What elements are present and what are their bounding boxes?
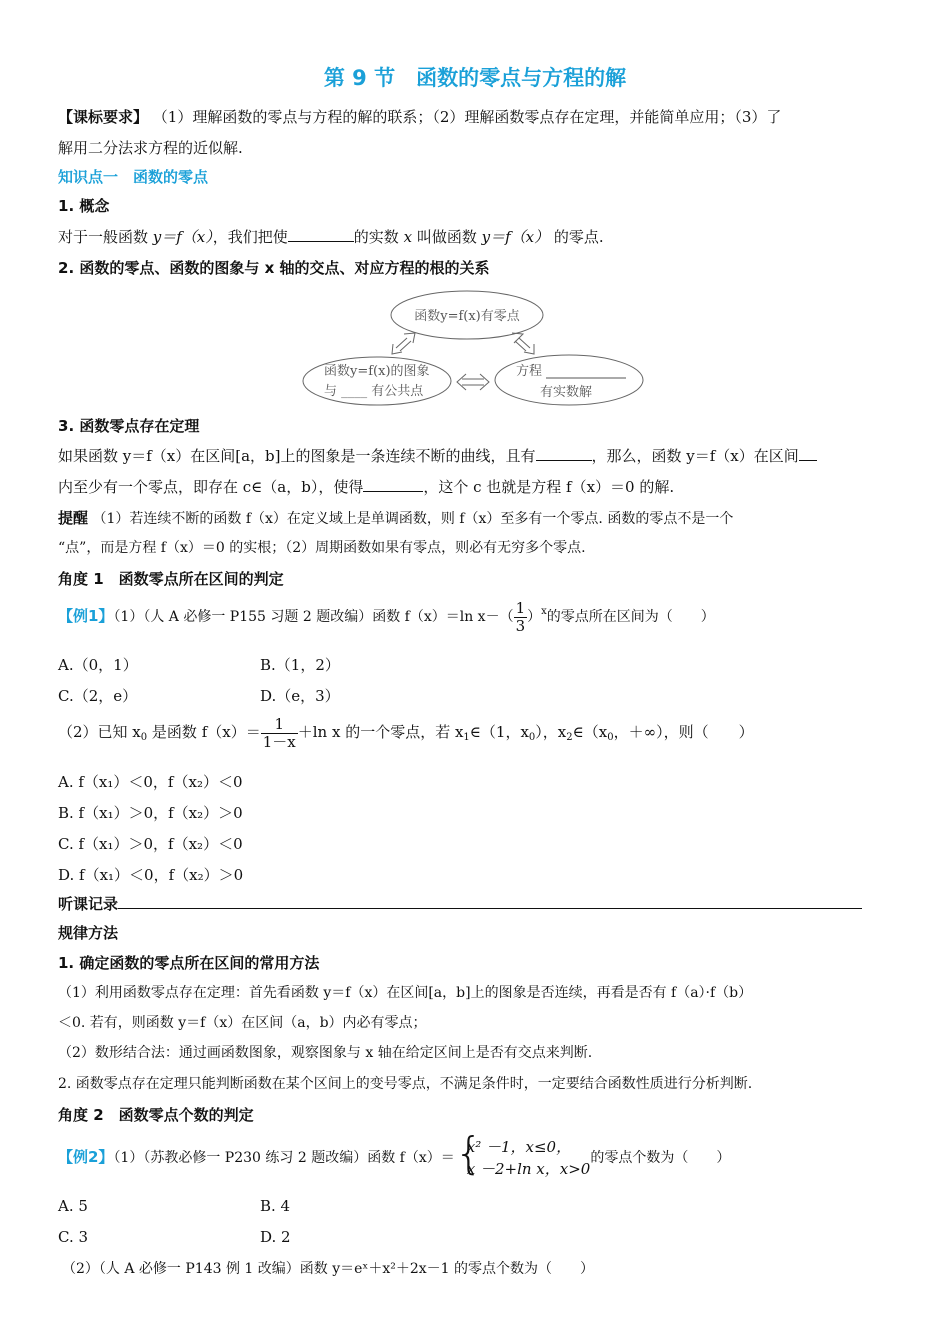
diagram-left-text-1: 函数y=f(x)的图象 (324, 364, 430, 379)
concept-part: ，我们把使 (212, 228, 288, 246)
diagram-left-text-2: 与 ____ 有公共点 (324, 384, 424, 399)
q2-text: ∈（1，x (469, 723, 529, 741)
method-p1a: （1）利用函数零点存在定理：首先看函数 y＝f（x）在区间[a，b]上的图象是否连续，再看是否有 f（a）·f（b） (58, 985, 753, 1001)
method-p2: （2）数形结合法：通过画函数图象，观察图象与 x 轴在给定区间上是否有交点来判断. (58, 1045, 593, 1061)
example-2-question-1 (58, 1128, 731, 1180)
fraction-denominator: 1－x (262, 732, 296, 751)
fill-blank (536, 446, 592, 461)
requirements-text-2: 解用二分法求方程的近似解. (58, 139, 243, 157)
theorem-text: 如果函数 y＝f（x）在区间[a，b]上的图象是一条连续不断的曲线，且有 (58, 447, 536, 465)
option-ex2-d[interactable]: D. 2 (260, 1228, 291, 1246)
example-1-text: 的零点所在区间为（ ） (546, 609, 715, 625)
brace-symbol: { (454, 1128, 483, 1179)
example-2-text: 的零点个数为（ ） (590, 1150, 731, 1166)
section-3-title: . 函数零点存在定理 (68, 417, 200, 435)
fraction-numerator: 1 (515, 599, 526, 617)
q2-text: ，＋∞），则（ ） (613, 723, 754, 741)
diagram-right-text-2: 有实数解 (540, 385, 593, 400)
option-b[interactable]: B.（1，2） (260, 656, 340, 674)
tip-label: 提醒 (58, 509, 89, 527)
option-c[interactable]: C.（2，e） (58, 687, 138, 705)
example-2-text: （1）（苏教必修一 P230 练习 2 题改编）函数 f（x）＝ (113, 1150, 455, 1166)
concept-part: 的实数 (353, 228, 404, 246)
notes-label: 听课记录 (58, 895, 119, 913)
option-d[interactable]: D.（e，3） (260, 687, 340, 705)
notes-line[interactable] (118, 908, 862, 909)
section-3-number: 3 (58, 417, 69, 435)
example-2-question-2: （2）（人 A 必修一 P143 例 1 改编）函数 y＝eˣ＋x²＋2x－1 的零点个数为（ ） (62, 1261, 595, 1277)
knowledge-point-1-heading: 知识点一 函数的零点 (58, 168, 209, 186)
option-2c[interactable]: C. f（x₁）＞0，f（x₂）＜0 (58, 835, 243, 853)
double-arrow-right-top (512, 333, 534, 354)
option-a[interactable]: A.（0，1） (58, 656, 138, 674)
method-p1b: ＜0. 若有，则函数 y＝f（x）在区间（a，b）内必有零点； (58, 1015, 427, 1031)
subscript: 0 (607, 732, 614, 743)
concept-part: 的零点. (549, 228, 604, 246)
option-2d[interactable]: D. f（x₁）＜0，f（x₂）＞0 (58, 866, 244, 884)
fraction-one-third (514, 600, 528, 634)
option-2b[interactable]: B. f（x₁）＞0，f（x₂）＞0 (58, 804, 243, 822)
subscript: 2 (566, 732, 573, 743)
page-title: 第 9 节 函数的零点与方程的解 (323, 66, 627, 90)
fill-blank (799, 446, 817, 461)
piecewise-row-2: x －2+ln x，x>0 (466, 1160, 591, 1178)
option-ex2-c[interactable]: C. 3 (58, 1228, 89, 1246)
example-1-text: （1）（人 A 必修一 P155 习题 2 题改编）函数 f（x）＝ln x－（ (113, 609, 514, 625)
requirements-label: 【课标要求】 (58, 108, 149, 126)
theorem-text: 内至少有一个零点，即存在 c∈（a，b），使得 (58, 478, 364, 496)
requirements-line-1 (58, 106, 781, 127)
theorem-line-1 (58, 445, 817, 466)
option-ex2-b[interactable]: B. 4 (260, 1197, 291, 1215)
q2-text: ＋ln x 的一个零点，若 x (297, 723, 464, 741)
fraction-numerator: 1 (261, 716, 298, 734)
fill-blank (288, 227, 354, 242)
tip-line-1 (58, 507, 733, 528)
q2-text: ∈（x (572, 723, 608, 741)
section-2-number: 2 (58, 259, 69, 277)
piecewise-row-1: x² －1，x≤0， (466, 1138, 572, 1156)
q2-text: 是函数 f（x）＝ (147, 723, 261, 741)
subscript: 1 (463, 732, 470, 743)
exponent: x (541, 606, 547, 617)
tip-text: （1）若连续不断的函数 f（x）在定义域上是单调函数，则 f（x）至多有一个零点. 函数的零点不是一个 (92, 511, 734, 527)
tip-line-2: “点”，而是方程 f（x）＝0 的实根；（2）周期函数如果有零点，则必有无穷多个零点. (58, 540, 586, 556)
section-1-number: 1 (58, 197, 69, 215)
example-1-question-2 (58, 716, 754, 750)
method-p3: 2. 函数零点存在定理只能判断函数在某个区间上的变号零点，不满足条件时，一定要结合函数性质进行分析判断. (58, 1076, 753, 1092)
angle-1-heading: 角度 1 函数零点所在区间的判定 (58, 570, 284, 588)
section-1-heading (58, 195, 109, 216)
subscript: 0 (140, 732, 148, 743)
concept-part: 对于一般函数 (58, 228, 153, 246)
concept-part: y＝f（x） (152, 228, 213, 246)
section-2-title: . 函数的零点、函数的图象与 x 轴的交点、对应方程的根的关系 (68, 259, 490, 277)
section-2-heading (58, 257, 489, 278)
concept-part: x (403, 228, 413, 246)
fraction-denominator: 3 (515, 616, 526, 635)
relationship-diagram (300, 288, 646, 410)
theorem-text: ，这个 c 也就是方程 f（x）＝0 的解. (423, 478, 675, 496)
q2-text: ），x (535, 723, 567, 741)
fraction-one-over-one-minus-x (261, 716, 298, 750)
concept-text (58, 226, 604, 247)
fill-blank (363, 477, 423, 492)
theorem-text: ，那么，函数 y＝f（x）在区间 (591, 447, 799, 465)
example-1-label: 【例1】 (58, 607, 114, 625)
theorem-line-2 (58, 476, 674, 497)
example-1-text: ） (527, 609, 542, 625)
section-3-heading (58, 415, 199, 436)
angle-2-heading: 角度 2 函数零点个数的判定 (58, 1106, 254, 1124)
piecewise-function (454, 1128, 591, 1180)
section-1-title: . 概念 (68, 197, 110, 215)
diagram-right-text-1: 方程 (516, 364, 543, 379)
requirements-text-1: （1）理解函数的零点与方程的解的联系；（2）理解函数零点存在定理，并能简单应用；（3）了 (152, 108, 782, 126)
method-subheading-1: 1. 确定函数的零点所在区间的常用方法 (58, 954, 320, 972)
example-1-question-1 (58, 600, 715, 634)
concept-part: 叫做函数 (412, 228, 482, 246)
concept-part: y＝f（x） (481, 228, 550, 246)
subscript: 0 (528, 732, 536, 743)
q2-text: （2）已知 x (58, 723, 141, 741)
example-2-label: 【例2】 (58, 1148, 114, 1166)
option-2a[interactable]: A. f（x₁）＜0，f（x₂）＜0 (58, 773, 243, 791)
double-arrow-horizontal (457, 374, 489, 390)
option-ex2-a[interactable]: A. 5 (58, 1197, 88, 1215)
double-arrow-left-top (392, 333, 415, 354)
diagram-top-text: 函数y=f(x)有零点 (414, 309, 520, 324)
method-heading: 规律方法 (58, 924, 119, 942)
